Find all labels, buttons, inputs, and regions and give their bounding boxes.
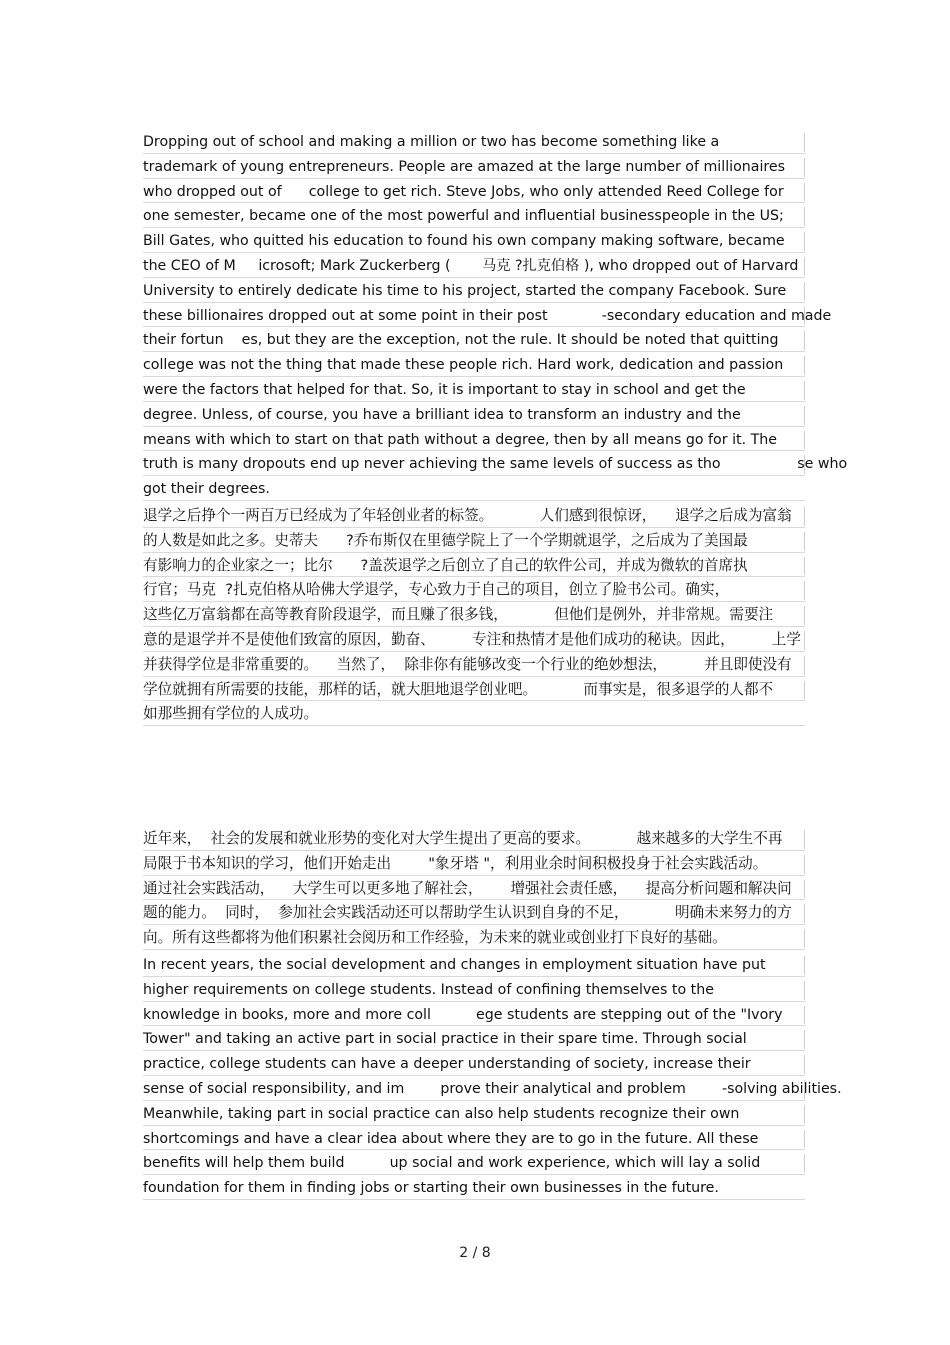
- text-line: [143, 477, 805, 502]
- text-line-content: 行官；马克 ?扎克伯格从哈佛大学退学，专心致力于自己的项目，创立了脸书公司。确实，: [143, 581, 730, 599]
- text-line-content: higher requirements on college students. Instead of confining themselves to the: [143, 981, 714, 998]
- text-line: [143, 554, 805, 579]
- text-line: [143, 827, 805, 852]
- text-line-content: 的人数是如此之多。史蒂夫 ?乔布斯仅在里德学院上了一个学期就退学，之后成为了美国最: [143, 531, 748, 549]
- text-line-content: 题的能力。 同时， 参加社会实践活动还可以帮助学生认识到自身的不足， 明确未来努力的方: [143, 904, 792, 922]
- text-line-content: Bill Gates, who quitted his education to found his own company making software, became: [143, 233, 785, 250]
- text-line: [143, 529, 805, 554]
- text-line: [143, 1003, 805, 1028]
- text-line-content: 通过社会实践活动， 大学生可以更多地了解社会， 增强社会责任感， 提高分析问题和解决问: [143, 879, 792, 897]
- text-line-content: 有影响力的企业家之一；比尔 ?盖茨退学之后创立了自己的软件公司，并成为微软的首席执: [143, 556, 748, 574]
- text-line: [143, 155, 805, 180]
- text-line-content: who dropped out of college to get rich. Steve Jobs, who only attended Reed College for: [143, 183, 784, 200]
- text-line-content: Dropping out of school and making a million or two has become something like a: [143, 134, 720, 150]
- text-line: [143, 877, 805, 902]
- text-line-content: foundation for them in finding jobs or starting their own businesses in the future.: [143, 1180, 719, 1197]
- text-line-content: college was not the thing that made these people rich. Hard work, dedication and passion: [143, 357, 784, 374]
- text-line: [143, 504, 805, 529]
- text-line-content: degree. Unless, of course, you have a brilliant idea to transform an industry and the: [143, 406, 741, 423]
- page-number: 2 / 8: [459, 1245, 491, 1261]
- text-line: [143, 353, 805, 378]
- text-line: [143, 378, 805, 403]
- text-line: [143, 428, 805, 453]
- text-line-content: these billionaires dropped out at some point in their post -secondary education and made: [143, 307, 832, 324]
- text-line-content: one semester, became one of the most powerful and influential businesspeople in the US;: [143, 208, 784, 225]
- text-line: [143, 1127, 805, 1152]
- text-line-content: 局限于书本知识的学习，他们开始走出 "象牙塔 "，利用业余时间积极投身于社会实践活动。: [143, 854, 768, 872]
- text-line: [143, 1027, 805, 1052]
- text-line-content: the CEO of M icrosoft; Mark Zuckerberg ( 马克 ?扎克伯格 ), who dropped out of Harvard: [143, 257, 799, 274]
- text-line: [143, 304, 832, 329]
- text-line-content: knowledge in books, more and more coll ege students are stepping out of the "Ivory: [143, 1006, 783, 1023]
- text-line-content: were the factors that helped for that. So, it is important to stay in school and get the: [143, 381, 746, 398]
- text-line: [143, 653, 805, 678]
- text-line: [143, 254, 805, 279]
- text-line: [143, 678, 805, 703]
- text-line-content: 意的是退学并不是使他们致富的原因，勤奋、 专注和热情才是他们成功的秘诀。因此， 上学: [143, 630, 801, 648]
- text-line: [143, 1102, 805, 1127]
- text-line: [143, 279, 805, 304]
- text-line-content: trademark of young entrepreneurs. People are amazed at the large number of millionaires: [143, 158, 786, 175]
- text-line-content: 学位就拥有所需要的技能，那样的话，就大胆地退学创业吧。 而事实是，很多退学的人都不: [143, 680, 774, 698]
- text-line: [143, 1077, 842, 1102]
- text-line: [143, 403, 805, 428]
- text-line-content: 退学之后挣个一两百万已经成为了年轻创业者的标签。 人们感到很惊讶， 退学之后成为富翁: [143, 507, 792, 524]
- text-line-content: Meanwhile, taking part in social practice can also help students recognize their own: [143, 1105, 740, 1122]
- text-line-content: benefits will help them build up social and work experience, which will lay a solid: [143, 1155, 761, 1172]
- text-line-content: In recent years, the social development and changes in employment situation have put: [143, 957, 766, 973]
- chinese-paragraph-social-practice: [143, 827, 805, 951]
- text-line-content: truth is many dropouts end up never achieving the same levels of success as tho se who: [143, 456, 848, 473]
- text-line: [143, 1052, 805, 1077]
- text-line: [143, 978, 805, 1003]
- text-line: [143, 328, 805, 353]
- chinese-paragraph-dropouts: [143, 504, 805, 727]
- text-line: [143, 130, 805, 155]
- text-line-content: shortcomings and have a clear idea about where they are to go in the future. All these: [143, 1130, 759, 1147]
- text-line-content: 向。所有这些都将为他们积累社会阅历和工作经验，为未来的就业或创业打下良好的基础。: [143, 929, 727, 947]
- english-paragraph-social-practice: [143, 953, 842, 1201]
- text-line: [143, 852, 805, 877]
- text-line-content: their fortun es, but they are the exception, not the rule. It should be noted that quitting: [143, 332, 779, 349]
- text-line: [143, 1151, 805, 1176]
- text-line: [143, 702, 805, 727]
- text-line: [143, 926, 805, 951]
- text-line-content: 近年来， 社会的发展和就业形势的变化对大学生提出了更高的要求。 越来越多的大学生不再: [143, 830, 783, 847]
- english-paragraph-dropouts: [143, 130, 848, 502]
- text-line: [143, 180, 805, 205]
- text-line-content: got their degrees.: [143, 481, 270, 498]
- text-line: [143, 452, 848, 477]
- text-line-content: University to entirely dedicate his time to his project, started the company Facebook. Sure: [143, 282, 787, 299]
- text-line: [143, 901, 805, 926]
- text-line: [143, 204, 805, 229]
- text-line: [143, 229, 805, 254]
- text-line-content: 这些亿万富翁都在高等教育阶段退学，而且赚了很多钱， 但他们是例外，并非常规。需要注: [143, 606, 774, 624]
- text-line-content: means with which to start on that path without a degree, then by all means go for it. The: [143, 431, 777, 448]
- text-line-content: 并获得学位是非常重要的。 当然了， 除非你有能够改变一个行业的绝妙想法， 并且即使没有: [143, 655, 792, 673]
- text-line-content: Tower" and taking an active part in social practice in their spare time. Through social: [143, 1031, 747, 1048]
- text-line: [143, 628, 805, 653]
- text-line-content: 如那些拥有学位的人成功。: [143, 705, 319, 723]
- text-line-content: sense of social responsibility, and im prove their analytical and problem -solving abilities.: [143, 1080, 842, 1097]
- text-line: [143, 1176, 805, 1201]
- text-line-content: practice, college students can have a deeper understanding of society, increase their: [143, 1056, 751, 1073]
- text-line: [143, 578, 805, 603]
- text-line: [143, 953, 805, 978]
- text-line: [143, 603, 805, 628]
